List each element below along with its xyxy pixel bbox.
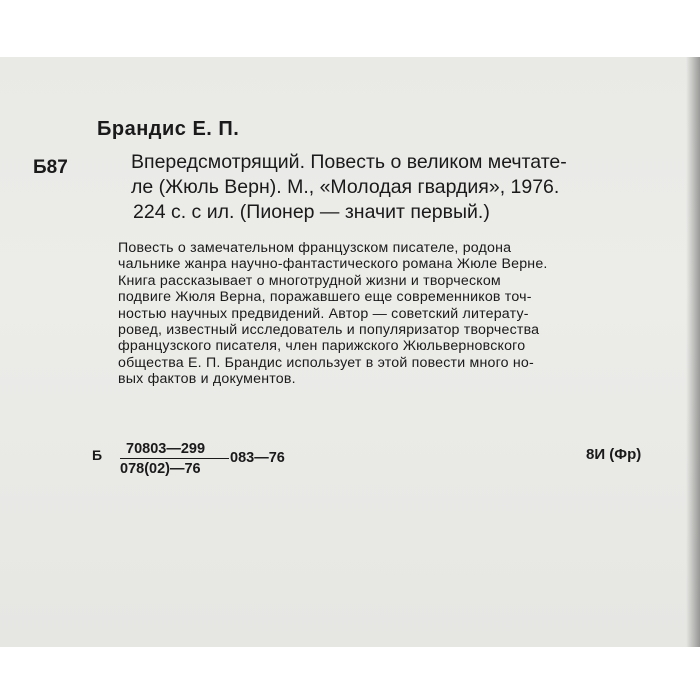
author-code: Б87 xyxy=(33,157,68,178)
classification-code: 8И (Фр) xyxy=(586,446,642,463)
biblio-line: Впередсмотрящий. Повесть о великом мечтате- xyxy=(131,151,567,173)
annotation xyxy=(118,240,668,388)
annotation-line: Книга рассказывает о многотрудной жизни и творческом xyxy=(118,272,501,289)
biblio-line: 224 с. с ил. (Пионер — значит первый.) xyxy=(133,201,490,223)
annotation-line: ностью научных предвидений. Автор — советский литерату- xyxy=(118,305,529,322)
fraction-tail: 083—76 xyxy=(230,450,285,466)
page-edge-shadow xyxy=(686,57,700,647)
fraction-numerator: 70803—299 xyxy=(120,441,229,459)
index-letter: Б xyxy=(92,447,103,463)
annotation-line: вых фактов и документов. xyxy=(118,371,296,388)
annotation-line: Повесть о замечательном французском писателе, родона xyxy=(118,240,512,256)
bibliographic-description xyxy=(131,150,671,225)
annotation-line: подвиге Жюля Верна, поражавшего еще современников точ- xyxy=(118,289,532,306)
fraction-denominator: 078(02)—76 xyxy=(120,461,201,477)
annotation-line: ровед, известный исследователь и популяризатор творчества xyxy=(118,322,540,339)
index-fraction xyxy=(120,441,229,477)
annotation-line: общества Е. П. Брандис использует в этой повести много но- xyxy=(118,354,534,371)
annotation-line: чальнике жанра научно-фантастического романа Жюле Верне. xyxy=(118,256,548,273)
author-name: Брандис Е. П. xyxy=(97,118,240,140)
annotation-line: французского писателя, член парижского Жюльверновского xyxy=(118,338,526,355)
biblio-line: ле (Жюль Верн). М., «Молодая гвардия», 1976. xyxy=(131,176,560,198)
